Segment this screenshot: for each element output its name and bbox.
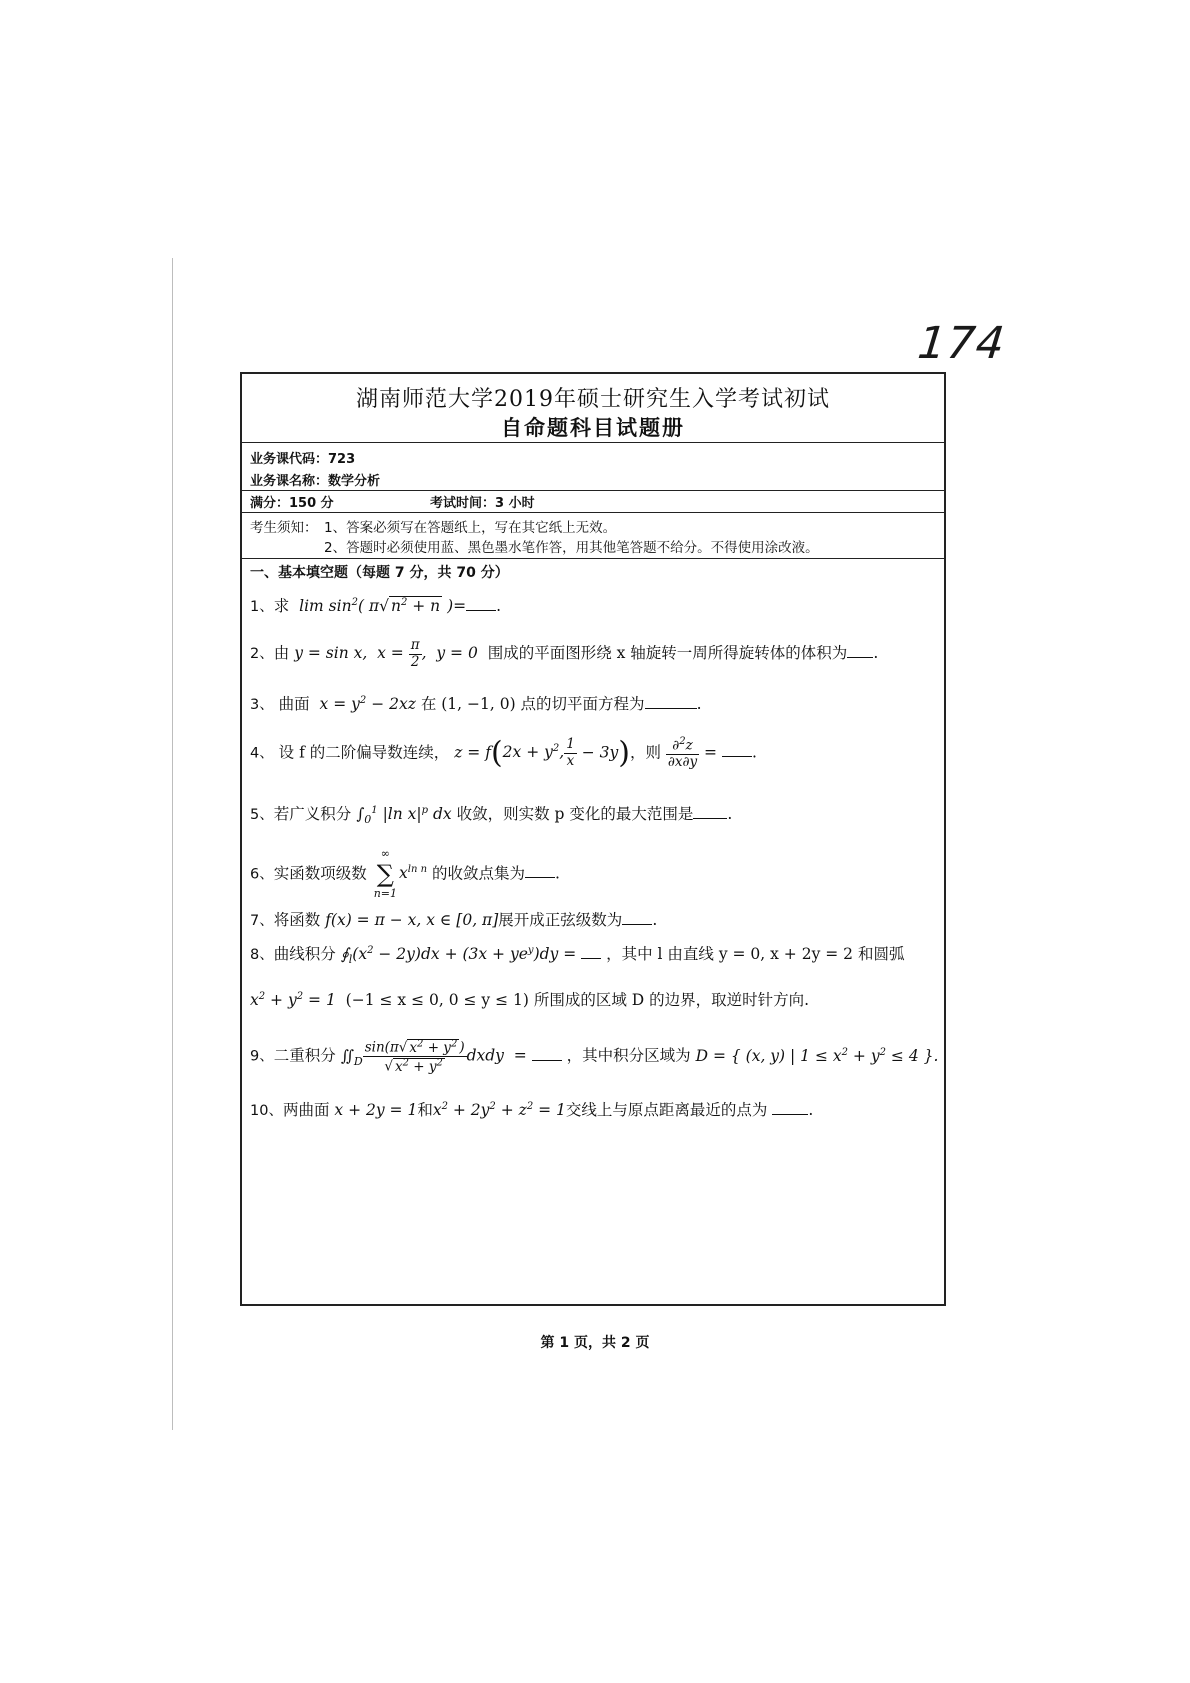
question-10: 10、两曲面 x + 2y = 1和$x^2 + 2y^2 + z^2 = 1$交线上与原点距离最近的点为 . bbox=[250, 1100, 814, 1119]
handwritten-page-mark: 174 bbox=[915, 318, 1008, 369]
answer-blank bbox=[581, 946, 601, 959]
question-6: 6、实函数项级数 ∞ ∑ n=1 $x^{ln n}$ 的收敛点集为 . bbox=[250, 847, 560, 901]
answer-blank bbox=[622, 912, 652, 925]
question-4: 4、 设 f 的二阶偏导数连续， $z = f(2x + y^2$, $\frac{1}{x}$ − 3y)，则 $\frac{\partial^2z}{\partial x\partial y}$ = . bbox=[250, 735, 757, 771]
left-margin-line bbox=[172, 258, 173, 1430]
exam-time: 考试时间：3 小时 bbox=[430, 496, 535, 511]
question-8-line-2: $x^2 + y^2 = 1$ (−1 ≤ x ≤ 0, 0 ≤ y ≤ 1) 所围成的区域 D 的边界，取逆时针方向. bbox=[250, 990, 810, 1009]
exam-subtitle: 自命题科目试题册 bbox=[501, 416, 685, 440]
answer-blank bbox=[532, 1048, 562, 1061]
exam-frame bbox=[240, 372, 946, 1306]
answer-blank bbox=[693, 806, 727, 819]
answer-blank bbox=[847, 645, 873, 658]
answer-blank bbox=[722, 744, 752, 757]
section-title: 一、基本填空题（每题 7 分，共 70 分） bbox=[250, 565, 509, 581]
page-footer: 第 1 页，共 2 页 bbox=[540, 1335, 650, 1351]
answer-blank bbox=[466, 598, 496, 611]
answer-blank bbox=[772, 1102, 808, 1115]
answer-blank bbox=[645, 696, 697, 709]
notice-item-2: 2、答题时必须使用蓝、黑色墨水笔作答，用其他笔答题不给分。不得使用涂改液。 bbox=[324, 540, 819, 556]
question-7: 7、将函数 f(x) = π − x, x ∈ [0, π]展开成正弦级数为 . bbox=[250, 911, 658, 929]
divider bbox=[242, 490, 944, 491]
divider bbox=[242, 558, 944, 559]
divider bbox=[242, 512, 944, 513]
question-3: 3、 曲面 $x = y^2 - 2xz$ 在 (1, −1, 0) 点的切平面方程为 . bbox=[250, 694, 702, 713]
question-9: 9、二重积分 $∬_D$ $\frac{\sin(\pi√ x^2 + y^2 )}{√ x^2 + y^2}$ dxdy = ，其中积分区域为 D = { (x, y) | $1 \le x^2 + y^2 \le 4$ }. bbox=[250, 1038, 939, 1075]
answer-blank bbox=[525, 865, 555, 878]
exam-title: 湖南师范大学2019年硕士研究生入学考试初试 bbox=[356, 387, 830, 412]
notice-item-1: 1、答案必须写在答题纸上，写在其它纸上无效。 bbox=[324, 520, 617, 536]
question-8: 8、曲线积分 $∮_l(x^2 - 2y)dx + (3x + ye^y)dy$ = ，其中 l 由直线 y = 0, x + 2y = 2 和圆弧 bbox=[250, 944, 905, 967]
course-code: 业务课代码：723 bbox=[250, 452, 356, 467]
question-1: 1、求 $\lim \sin^2$( π√ $n^2 + n$ )= . bbox=[250, 596, 502, 615]
question-2: 2、由 y = sin x, x = $\frac{\pi}{2}$ , y = 0 围成的平面图形绕 x 轴旋转一周所得旋转体的体积为 . bbox=[250, 637, 879, 670]
question-5: 5、若广义积分 $\int_0^1$ |ln $x|^p$ dx 收敛，则实数 p 变化的最大范围是 . bbox=[250, 804, 733, 827]
course-name: 业务课名称：数学分析 bbox=[250, 474, 381, 489]
divider bbox=[242, 442, 944, 443]
full-score: 满分：150 分 bbox=[250, 496, 334, 511]
notice-label: 考生须知： bbox=[250, 520, 318, 536]
